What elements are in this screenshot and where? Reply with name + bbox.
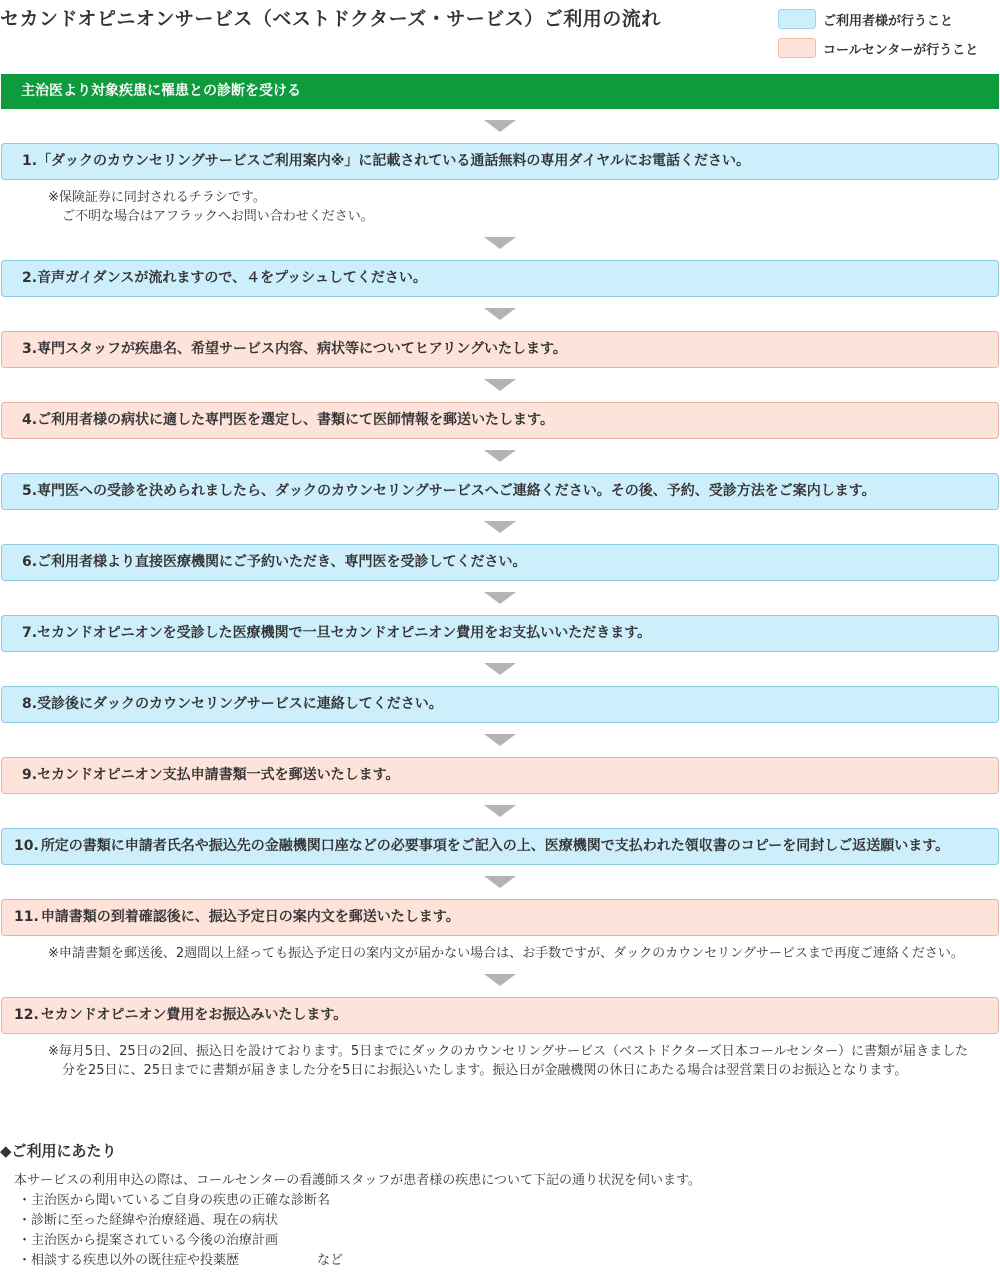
step-number: 6. bbox=[22, 554, 38, 570]
down-arrow-icon bbox=[484, 450, 516, 462]
step-12 bbox=[1, 997, 999, 1034]
down-arrow-icon bbox=[484, 805, 516, 817]
step-number: 1. bbox=[22, 153, 38, 169]
down-arrow-icon bbox=[484, 663, 516, 675]
step-text: セカンドオピニオンを受診した医療機関で一旦セカンドオピニオン費用をお支払いいただきます。 bbox=[37, 625, 652, 641]
list-item: ・診断に至った経緯や治療経過、現在の病状 bbox=[18, 1213, 279, 1228]
step-text: セカンドオピニオン支払申請書類一式を郵送いたします。 bbox=[37, 767, 400, 783]
step-12-note: ※毎月5日、25日の2回、振込日を設けております。5日までにダックのカウンセリングサービス（ベストドクターズ日本コールセンター）に書類が届きました分を25日に、25日までに書類が届きました分を5日にお振込いたします。振込日が金融機関の休日にあたる場合は翌営業日のお振込となります。 bbox=[48, 1044, 968, 1078]
step-text: セカンドオピニオン費用をお振込みいたします。 bbox=[40, 1007, 348, 1023]
list-item: ・主治医から聞いているご自身の疾患の正確な診断名 bbox=[18, 1193, 331, 1208]
legend-user-swatch bbox=[778, 9, 816, 29]
step-number: 10. bbox=[14, 838, 39, 854]
step-2 bbox=[1, 260, 999, 297]
down-arrow-icon bbox=[484, 237, 516, 249]
legend-center-label: コールセンターが行うこと bbox=[823, 42, 979, 58]
step-number: 11. bbox=[14, 909, 39, 925]
step-text: 音声ガイダンスが流れますので、４をプッシュしてください。 bbox=[37, 270, 427, 286]
step-6 bbox=[1, 544, 999, 581]
step-11-note: ※申請書類を郵送後、2週間以上経っても振込予定日の案内文が届かない場合は、お手数ですが、ダックのカウンセリングサービスまで再度ご連絡ください。 bbox=[48, 946, 964, 961]
step-text: ご利用者様より直接医療機関にご予約いただき、専門医を受診してください。 bbox=[37, 554, 527, 570]
usage-intro: 本サービスの利用申込の際は、コールセンターの看護師スタッフが患者様の疾患について下記の通り状況を伺います。 bbox=[14, 1173, 701, 1188]
legend-center-swatch bbox=[778, 38, 816, 58]
down-arrow-icon bbox=[484, 308, 516, 320]
down-arrow-icon bbox=[484, 521, 516, 533]
step-text: ご利用者様の病状に適した専門医を選定し、書類にて医師情報を郵送いたします。 bbox=[37, 412, 554, 428]
step-9 bbox=[1, 757, 999, 794]
step-text: 受診後にダックのカウンセリングサービスに連絡してください。 bbox=[37, 696, 443, 712]
step-number: 2. bbox=[22, 270, 38, 286]
page-title: セカンドオピニオンサービス（ベストドクターズ・サービス）ご利用の流れ bbox=[0, 8, 661, 30]
down-arrow-icon bbox=[484, 734, 516, 746]
down-arrow-icon bbox=[484, 876, 516, 888]
step-number: 7. bbox=[22, 625, 38, 641]
legend-user-label: ご利用者様が行うこと bbox=[823, 13, 954, 29]
step-4 bbox=[1, 402, 999, 439]
step-number: 5. bbox=[22, 483, 38, 499]
legend-center bbox=[778, 37, 996, 59]
usage-title: ◆ご利用にあたり bbox=[0, 1142, 117, 1160]
legend-user bbox=[778, 8, 996, 30]
step-number: 3. bbox=[22, 341, 38, 357]
step-1 bbox=[1, 143, 999, 180]
step-5 bbox=[1, 473, 999, 510]
step-11 bbox=[1, 899, 999, 936]
step-text: 申請書類の到着確認後に、振込予定日の案内文を郵送いたします。 bbox=[40, 909, 460, 925]
step-number: 12. bbox=[14, 1007, 39, 1023]
step-number: 4. bbox=[22, 412, 38, 428]
step-text: 「ダックのカウンセリングサービスご利用案内※」に記載されている通話無料の専用ダイヤルにお電話ください。 bbox=[37, 153, 750, 169]
start-banner: 主治医より対象疾患に罹患との診断を受ける bbox=[1, 74, 999, 109]
down-arrow-icon bbox=[484, 120, 516, 132]
step-number: 9. bbox=[22, 767, 38, 783]
down-arrow-icon bbox=[484, 974, 516, 986]
note-line: ※保険証券に同封されるチラシです。 bbox=[48, 190, 266, 205]
flow-chart bbox=[0, 74, 1000, 1080]
step-10 bbox=[1, 828, 999, 865]
note-line: ご不明な場合はアフラックへお問い合わせください。 bbox=[62, 209, 374, 224]
step-8 bbox=[1, 686, 999, 723]
step-text: 専門スタッフが疾患名、希望サービス内容、病状等についてヒアリングいたします。 bbox=[37, 341, 567, 357]
down-arrow-icon bbox=[484, 592, 516, 604]
legend bbox=[778, 8, 996, 66]
step-3 bbox=[1, 331, 999, 368]
step-text: 専門医への受診を決められましたら、ダックのカウンセリングサービスへご連絡ください。その後、予約、受診方法をご案内します。 bbox=[37, 483, 876, 499]
list-item: ・相談する疾患以外の既往症や投薬歴 など bbox=[18, 1253, 344, 1268]
down-arrow-icon bbox=[484, 379, 516, 391]
step-1-note bbox=[0, 180, 1000, 226]
usage-section bbox=[0, 1140, 1000, 1271]
step-number: 8. bbox=[22, 696, 38, 712]
step-7 bbox=[1, 615, 999, 652]
step-text: 所定の書類に申請者氏名や振込先の金融機関口座などの必要事項をご記入の上、医療機関で支払われた領収書のコピーを同封しご返送願います。 bbox=[40, 838, 950, 854]
list-item: ・主治医から提案されている今後の治療計画 bbox=[18, 1233, 279, 1248]
